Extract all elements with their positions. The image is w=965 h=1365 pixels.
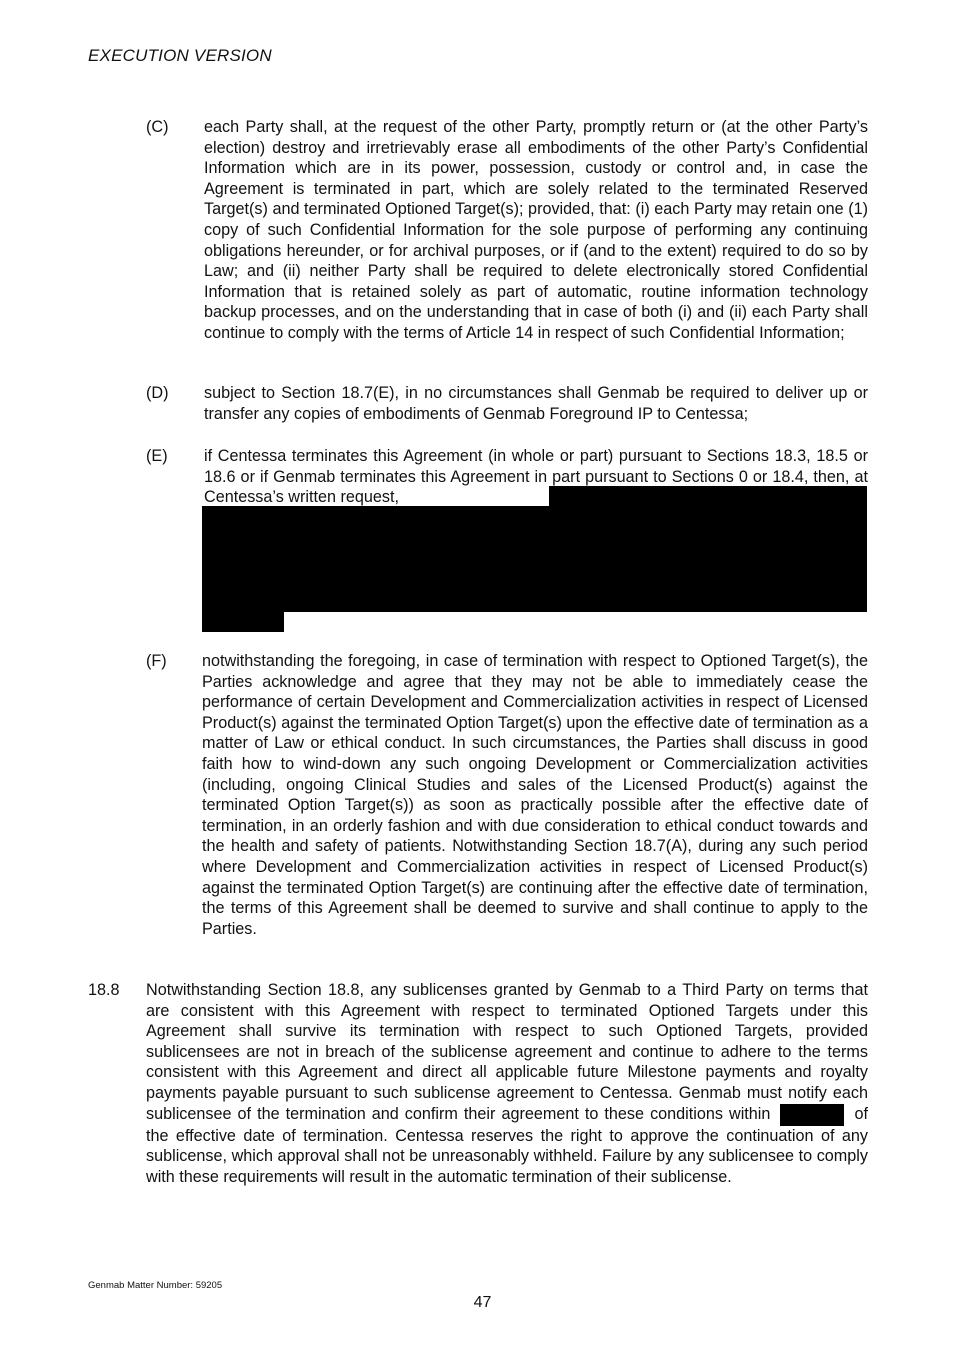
redaction-block <box>549 486 867 508</box>
clause-e-text: if Centessa terminates this Agreement (in whole or part) pursuant to Sections 18.3, 18.5 or 18.6 or if Genmab terminates this Agreement in part pursuant to Sections 0 or 18.4, then, at Centessa’s written request, <box>204 447 868 507</box>
section-18-8-text <box>146 980 868 1187</box>
section-18-8 <box>88 980 870 1210</box>
clause-c <box>146 117 870 367</box>
clause-f-text: notwithstanding the foregoing, in case of termination with respect to Optioned Target(s), the Parties acknowledge and agree that they may not be able to immediately cease the performance of certain Development and Commercialization activities in respect of Licensed Product(s) against the terminated Option Target(s) upon the effective date of termination as a matter of Law or ethical conduct. In such circumstances, the Parties shall discuss in good faith how to wind-down any such ongoing Development or Commercialization activities (including, ongoing Clinical Studies and sales of the Licensed Product(s) against the terminated Option Target(s)) as soon as practically possible after the effective date of termination, in an orderly fashion and with due consideration to ethical conduct towards and the health and safety of patients. Notwithstanding Section 18.7(A), during any such period where Development and Commercialization activities in respect of Licensed Product(s) against the terminated Option Target(s) are continuing after the effective date of termination, the terms of this Agreement shall be deemed to survive and shall continue to apply to the Parties. <box>202 652 868 938</box>
redaction-inline <box>780 1104 844 1126</box>
redaction-block <box>202 610 284 632</box>
clause-f-label: (F) <box>146 652 167 670</box>
page-number: 47 <box>473 1294 492 1311</box>
clause-c-label: (C) <box>146 118 169 136</box>
matter-number: Genmab Matter Number: 59205 <box>88 1280 223 1291</box>
clause-f <box>146 651 870 961</box>
clause-c-text: each Party shall, at the request of the other Party, promptly return or (at the other Party’s election) destroy and irretrievably erase all embodiments of the other Party’s Confidential Information which are in its power, possession, custody or control and, in case the Agreement is terminated in part, which are solely related to the terminated Reserved Target(s) and terminated Optioned Target(s); provided, that: (i) each Party may retain one (1) copy of such Confidential Information for the sole purpose of performing any continuing obligations hereunder, or for archival purposes, or if (and to the extent) required to do so by Law; and (ii) neither Party shall be required to delete electronically stored Confidential Information that is retained solely as part of automatic, routine information technology backup processes, and on the understanding that in case of both (i) and (ii) each Party shall continue to comply with the terms of Article 14 in respect of such Confidential Information; <box>204 118 868 342</box>
clause-e-label: (E) <box>146 447 168 465</box>
section-18-8-text-before: Notwithstanding Section 18.8, any sublicenses granted by Genmab to a Third Party on terms that are consistent with this Agreement with respect to terminated Optioned Targets under this Agreement shall survive its termination with respect to such Optioned Targets, provided sublicensees are not in breach of the sublicense agreement and continue to adhere to the terms consistent with this Agreement and direct all applicable future Milestone payments and royalty payments payable pursuant to such sublicense agreement to Centessa. Genmab must notify each sublicensee of the termination and confirm their agreement to these conditions within <box>146 981 868 1123</box>
document-header: EXECUTION VERSION <box>88 46 272 65</box>
redaction-block <box>202 506 867 612</box>
clause-d-label: (D) <box>146 384 169 402</box>
clause-d <box>146 383 870 427</box>
section-18-8-label: 18.8 <box>88 981 120 999</box>
section-18-8-text-after: of the effective date of termination. Centessa reserves the right to approve the continuation of any sublicense, which approval shall not be unreasonably withheld. Failure by any sublicensee to comply with these requirements will result in the automatic termination of their sublicense. <box>146 1104 868 1186</box>
clause-d-text: subject to Section 18.7(E), in no circumstances shall Genmab be required to deliver up or transfer any copies of embodiments of Genmab Foreground IP to Centessa; <box>204 384 868 423</box>
